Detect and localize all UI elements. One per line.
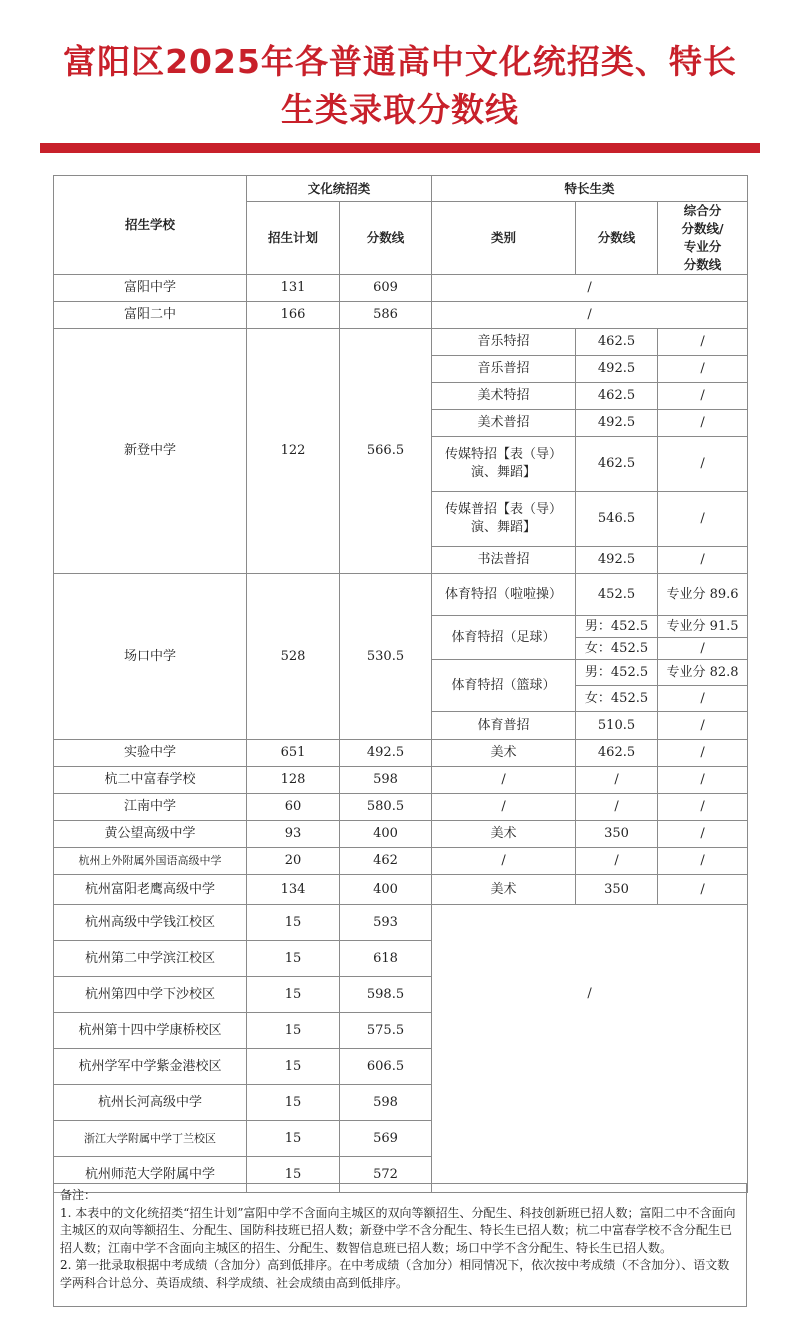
special-score-cell: / — [576, 848, 658, 875]
category-cell: 传媒普招【表（导）演、舞蹈】 — [432, 492, 576, 547]
composite-cell: 专业分 89.6 — [658, 574, 748, 616]
special-score-cell: / — [576, 767, 658, 794]
page-title-line1: 富阳区2025年各普通高中文化统招类、特长 — [63, 42, 737, 81]
notes-item-2: 2. 第一批录取根据中考成绩（含加分）高到低排序。在中考成绩（含加分）相同情况下，依次按中考成绩（不含加分）、语文数学两科合计总分、英语成绩、科学成绩、社会成绩由高到低排序。 — [60, 1258, 730, 1290]
header-score: 分数线 — [340, 202, 432, 275]
score-cell: 400 — [340, 875, 432, 905]
school-name: 实验中学 — [54, 740, 247, 767]
score-cell: 575.5 — [340, 1013, 432, 1049]
score-cell: 609 — [340, 275, 432, 302]
score-cell: 492.5 — [340, 740, 432, 767]
school-name: 富阳二中 — [54, 302, 247, 329]
table-row — [54, 275, 748, 302]
page-title — [0, 38, 800, 134]
composite-cell: / — [658, 821, 748, 848]
plan-cell: 528 — [247, 574, 340, 740]
special-cell: / — [432, 275, 748, 302]
category-cell: / — [432, 767, 576, 794]
category-cell: 体育特招（足球） — [432, 616, 576, 660]
special-score-cell: 492.5 — [576, 547, 658, 574]
category-cell: 体育特招（啦啦操） — [432, 574, 576, 616]
category-cell: 音乐普招 — [432, 356, 576, 383]
composite-cell: / — [658, 492, 748, 547]
school-name: 富阳中学 — [54, 275, 247, 302]
header-culture-group: 文化统招类 — [247, 176, 432, 202]
plan-cell: 15 — [247, 905, 340, 941]
score-cell: 598 — [340, 1085, 432, 1121]
composite-cell: / — [658, 437, 748, 492]
composite-cell: / — [658, 410, 748, 437]
special-score-cell: 462.5 — [576, 329, 658, 356]
category-cell: 音乐特招 — [432, 329, 576, 356]
notes-heading: 备注： — [60, 1188, 97, 1202]
special-score-cell: 462.5 — [576, 740, 658, 767]
plan-cell: 15 — [247, 1013, 340, 1049]
table-row — [54, 875, 748, 905]
composite-cell: 专业分 82.8 — [658, 660, 748, 686]
school-name: 杭州第二中学滨江校区 — [54, 941, 247, 977]
header-special-group: 特长生类 — [432, 176, 748, 202]
category-cell: 体育普招 — [432, 712, 576, 740]
school-name: 杭州长河高级中学 — [54, 1085, 247, 1121]
category-cell: 传媒特招【表（导）演、舞蹈】 — [432, 437, 576, 492]
score-cell: 593 — [340, 905, 432, 941]
plan-cell: 651 — [247, 740, 340, 767]
school-name: 杭州上外附属外国语高级中学 — [54, 848, 247, 875]
special-score-cell: 350 — [576, 821, 658, 848]
score-cell: 400 — [340, 821, 432, 848]
table-row — [54, 740, 748, 767]
table-row — [54, 848, 748, 875]
admission-score-table — [53, 175, 748, 1193]
school-name: 杭州富阳老鹰高级中学 — [54, 875, 247, 905]
score-cell: 606.5 — [340, 1049, 432, 1085]
special-score-cell: 男：452.5 — [576, 616, 658, 638]
table-row — [54, 329, 748, 356]
composite-cell: / — [658, 638, 748, 660]
school-name: 黄公望高级中学 — [54, 821, 247, 848]
table-row — [54, 302, 748, 329]
page-title-line2: 生类录取分数线 — [281, 90, 519, 129]
score-cell: 462 — [340, 848, 432, 875]
score-cell: 598.5 — [340, 977, 432, 1013]
plan-cell: 122 — [247, 329, 340, 574]
plan-cell: 15 — [247, 1121, 340, 1157]
school-name: 场口中学 — [54, 574, 247, 740]
score-cell: 598 — [340, 767, 432, 794]
school-name: 浙江大学附属中学丁兰校区 — [54, 1121, 247, 1157]
school-name: 江南中学 — [54, 794, 247, 821]
special-score-cell: 492.5 — [576, 356, 658, 383]
category-cell: 美术 — [432, 740, 576, 767]
special-score-cell: 546.5 — [576, 492, 658, 547]
table-row — [54, 905, 748, 941]
notes-box — [53, 1183, 747, 1307]
composite-cell: / — [658, 740, 748, 767]
special-score-cell: 492.5 — [576, 410, 658, 437]
special-score-cell: 350 — [576, 875, 658, 905]
special-score-cell: 女：452.5 — [576, 638, 658, 660]
category-cell: 美术 — [432, 821, 576, 848]
table-row — [54, 767, 748, 794]
plan-cell: 60 — [247, 794, 340, 821]
composite-cell: / — [658, 686, 748, 712]
composite-cell: / — [658, 767, 748, 794]
header-category: 类别 — [432, 202, 576, 275]
school-name: 新登中学 — [54, 329, 247, 574]
school-name: 杭州师范大学附属中学 — [54, 1157, 247, 1193]
title-divider — [40, 143, 760, 153]
composite-cell: / — [658, 848, 748, 875]
composite-cell: / — [658, 547, 748, 574]
special-score-cell: / — [576, 794, 658, 821]
plan-cell: 15 — [247, 941, 340, 977]
score-cell: 566.5 — [340, 329, 432, 574]
score-cell: 618 — [340, 941, 432, 977]
special-cell: / — [432, 905, 748, 1193]
category-cell: 美术特招 — [432, 383, 576, 410]
plan-cell: 93 — [247, 821, 340, 848]
composite-cell: / — [658, 712, 748, 740]
school-name: 杭二中富春学校 — [54, 767, 247, 794]
plan-cell: 166 — [247, 302, 340, 329]
header-composite: 综合分 分数线/ 专业分 分数线 — [658, 202, 748, 275]
header-plan: 招生计划 — [247, 202, 340, 275]
table-row — [54, 574, 748, 616]
plan-cell: 20 — [247, 848, 340, 875]
special-score-cell: 男：452.5 — [576, 660, 658, 686]
score-cell: 572 — [340, 1157, 432, 1193]
plan-cell: 15 — [247, 977, 340, 1013]
score-cell: 569 — [340, 1121, 432, 1157]
category-cell: 美术 — [432, 875, 576, 905]
special-score-cell: 510.5 — [576, 712, 658, 740]
composite-cell: / — [658, 383, 748, 410]
school-name: 杭州第十四中学康桥校区 — [54, 1013, 247, 1049]
plan-cell: 15 — [247, 1085, 340, 1121]
category-cell: 体育特招（篮球） — [432, 660, 576, 712]
special-score-cell: 女：452.5 — [576, 686, 658, 712]
composite-cell: / — [658, 875, 748, 905]
plan-cell: 15 — [247, 1157, 340, 1193]
school-name: 杭州高级中学钱江校区 — [54, 905, 247, 941]
composite-cell: 专业分 91.5 — [658, 616, 748, 638]
special-score-cell: 462.5 — [576, 437, 658, 492]
school-name: 杭州第四中学下沙校区 — [54, 977, 247, 1013]
table-row — [54, 821, 748, 848]
school-name: 杭州学军中学紫金港校区 — [54, 1049, 247, 1085]
plan-cell: 134 — [247, 875, 340, 905]
composite-cell: / — [658, 329, 748, 356]
plan-cell: 131 — [247, 275, 340, 302]
table-row — [54, 794, 748, 821]
score-cell: 586 — [340, 302, 432, 329]
category-cell: / — [432, 848, 576, 875]
score-cell: 580.5 — [340, 794, 432, 821]
header-school: 招生学校 — [54, 176, 247, 275]
composite-cell: / — [658, 794, 748, 821]
composite-cell: / — [658, 356, 748, 383]
special-cell: / — [432, 302, 748, 329]
special-score-cell: 462.5 — [576, 383, 658, 410]
score-cell: 530.5 — [340, 574, 432, 740]
special-score-cell: 452.5 — [576, 574, 658, 616]
plan-cell: 15 — [247, 1049, 340, 1085]
category-cell: 美术普招 — [432, 410, 576, 437]
plan-cell: 128 — [247, 767, 340, 794]
header-special-score: 分数线 — [576, 202, 658, 275]
notes-item-1: 1. 本表中的文化统招类“招生计划”富阳中学不含面向主城区的双向等额招生、分配生、科技创新班已招人数；富阳二中不含面向主城区的双向等额招生、分配生、国防科技班已招人数；新登中学不含分配生、特长生已招人数；杭二中富春学校不含分配生已招人数；江南中学不含面向主城区的招生、分配生、数智信息班已招人数；场口中学不含分配生、特长生已招人数。 — [60, 1205, 736, 1255]
category-cell: 书法普招 — [432, 547, 576, 574]
category-cell: / — [432, 794, 576, 821]
